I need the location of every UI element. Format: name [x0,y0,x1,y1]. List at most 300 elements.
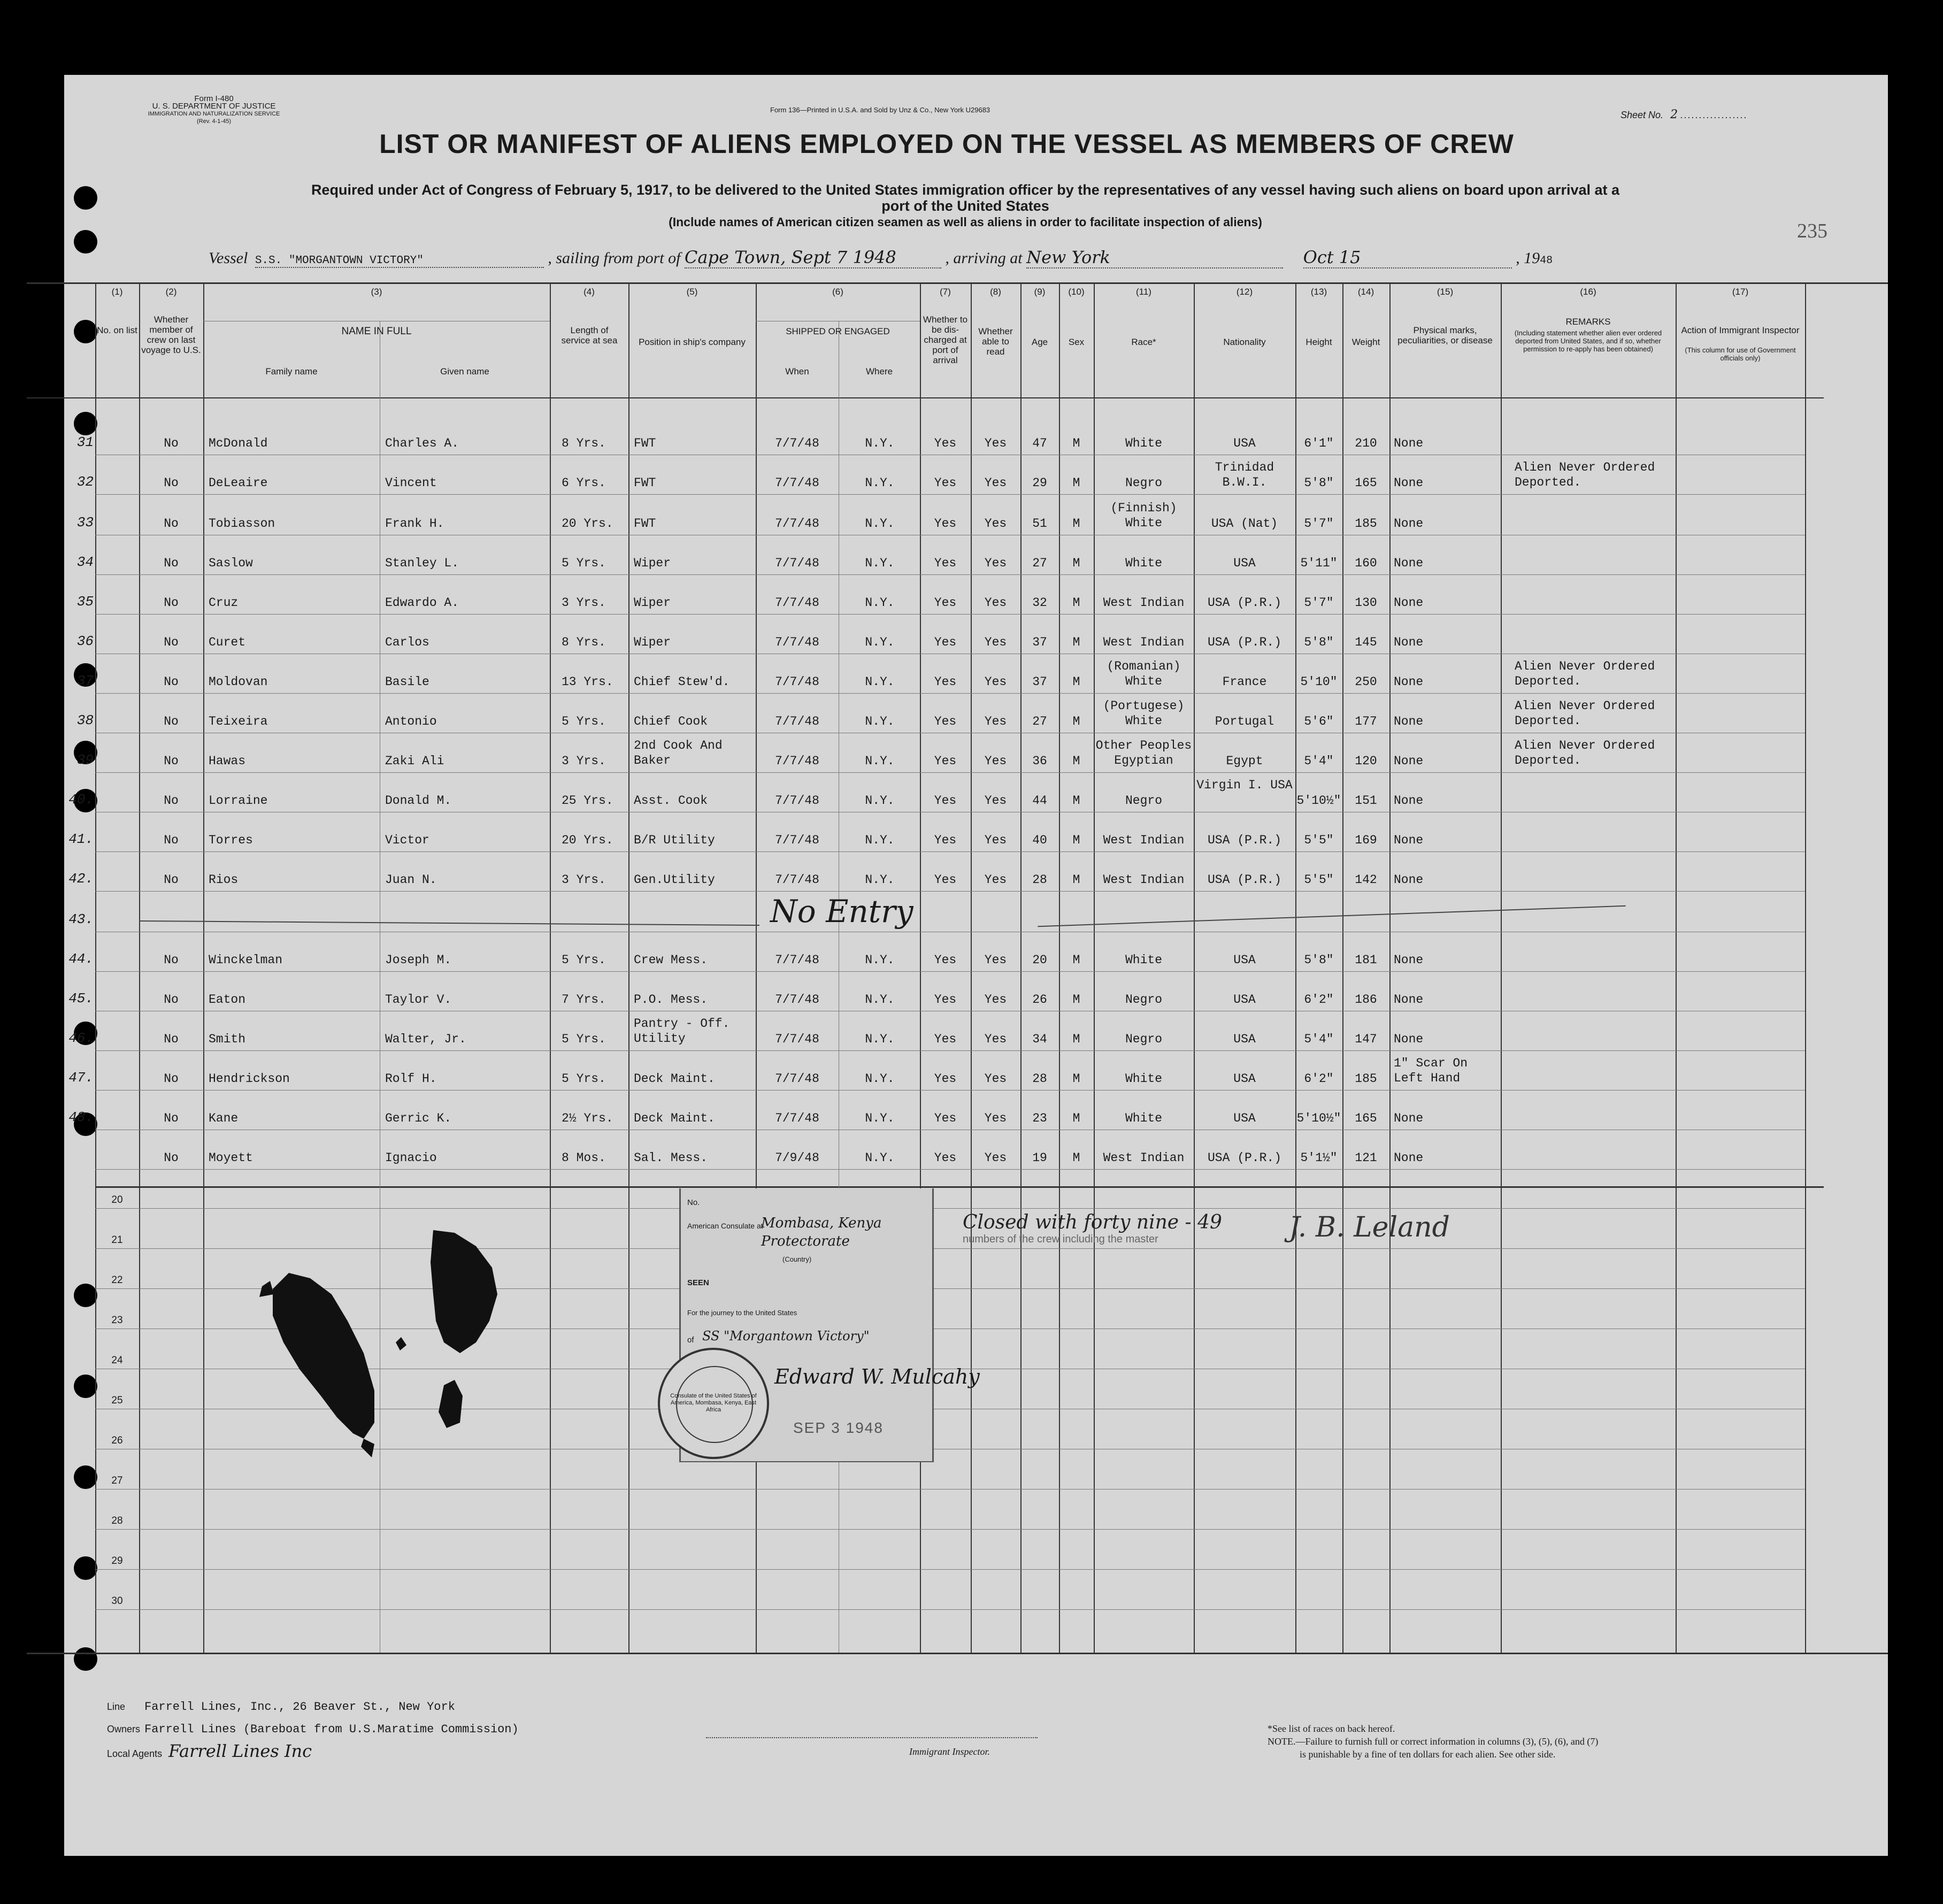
cell-discharge: Yes [934,1111,957,1125]
cell-where: N.Y. [865,1111,895,1125]
cell-given: Edwardo A. [385,596,459,610]
cell-race: Other Peoples Egyptian [1095,739,1192,767]
cell-given: Juan N. [385,873,437,887]
cell-num: 34 [76,554,94,570]
cell-read: Yes [984,556,1007,570]
cell-was: No [164,1072,179,1086]
col-header-where: Where [865,366,893,377]
cell-discharge: Yes [934,794,957,808]
cell-service: 5 Yrs. [562,953,606,967]
consul-signature: Edward W. Mulcahy [774,1365,980,1388]
note-penalty-2: is punishable by a fine of ten dollars for each alien. See other side. [1300,1749,1556,1760]
empty-row-number: 25 [111,1395,123,1406]
cell-given: Basile [385,675,429,689]
cell-marks: None [1394,596,1424,610]
cell-was: No [164,596,179,610]
cell-where: N.Y. [865,596,895,610]
cell-read: Yes [984,517,1007,531]
punch-hole [74,412,97,435]
punch-hole [74,1556,97,1580]
vessel-label: Vessel [209,249,248,267]
cell-was: No [164,1111,179,1125]
cell-height: 5'4" [1304,754,1334,768]
cell-was: No [164,436,179,450]
cell-was: No [164,794,179,808]
cell-num: 36 [76,633,94,649]
cell-where: N.Y. [865,476,895,490]
cell-family: Smith [209,1032,246,1046]
col-num: (2) [165,287,177,297]
cell-discharge: Yes [934,1032,957,1046]
cell-service: 25 Yrs. [562,794,613,808]
cell-read: Yes [984,1151,1007,1165]
col-num: (7) [940,287,951,297]
cell-age: 32 [1032,596,1047,610]
cell-marks: None [1394,517,1424,531]
cell-position: FWT [634,476,656,490]
cell-family: McDonald [209,436,268,450]
cell-sex: M [1072,1072,1080,1086]
cell-marks: None [1394,436,1424,450]
cell-weight: 130 [1355,596,1377,610]
cell-when: 7/7/48 [775,794,819,808]
cell-race: Negro [1125,794,1162,808]
cell-read: Yes [984,754,1007,768]
cell-height: 5'8" [1304,635,1334,649]
cell-given: Ignacio [385,1151,437,1165]
cell-discharge: Yes [934,873,957,887]
col-header-nationality: Nationality [1223,337,1266,347]
cell-nationality: Egypt [1226,754,1263,768]
department: U. S. DEPARTMENT OF JUSTICE [152,102,276,111]
consulate-seal [658,1348,769,1459]
cell-where: N.Y. [865,517,895,531]
table-bottom-rule [27,1653,1888,1654]
cell-marks: None [1394,794,1424,808]
cell-given: Gerric K. [385,1111,452,1125]
cell-age: 19 [1032,1151,1047,1165]
line-value: Farrell Lines, Inc., 26 Beaver St., New York [144,1700,455,1714]
cell-read: Yes [984,873,1007,887]
note-races: *See list of races on back hereof. [1268,1723,1395,1734]
cell-given: Charles A. [385,436,459,450]
cell-discharge: Yes [934,833,957,847]
cell-remarks: Alien Never Ordered Deported. [1515,460,1655,489]
cell-age: 34 [1032,1032,1047,1046]
cell-discharge: Yes [934,715,957,728]
cell-marks: None [1394,993,1424,1007]
col-header-sex: Sex [1068,337,1085,347]
cell-num: 48. [68,1109,94,1125]
cell-given: Zaki Ali [385,754,444,768]
col-header-prev-crew: Whether member of crew on last voyage to U.S. [141,314,201,355]
empty-row-number: 29 [111,1555,123,1567]
cell-age: 37 [1032,675,1047,689]
col-header-height: Height [1305,337,1332,347]
cell-race: Negro [1125,1032,1162,1046]
cell-age: 26 [1032,993,1047,1007]
voyage-line [209,247,1553,268]
cell-service: 2½ Yrs. [562,1111,613,1125]
cell-age: 51 [1032,517,1047,531]
empty-row-number: 23 [111,1315,123,1326]
cell-where: N.Y. [865,436,895,450]
col-num: (17) [1732,287,1749,297]
no-entry-note: No Entry [770,893,913,930]
cell-where: N.Y. [865,675,895,689]
cell-marks: None [1394,1151,1424,1165]
col-header-race: Race* [1131,337,1156,347]
cell-weight: 145 [1355,635,1377,649]
cell-family: Curet [209,635,246,649]
col-header-remarks-note: (Including statement whether alien ever ordered deported from United States, and if so, whether permission to re-apply has been obtained) [1514,329,1662,353]
data-end-rule [96,1186,1824,1188]
cell-height: 6'2" [1304,993,1334,1007]
cell-sex: M [1072,1111,1080,1125]
cell-family: Saslow [209,556,253,570]
col-header-weight: Weight [1351,337,1380,347]
cell-when: 7/7/48 [775,1032,819,1046]
closing-text: Closed with forty nine - 49 [963,1211,1222,1233]
cell-marks: 1" Scar On Left Hand [1394,1056,1468,1085]
col-num: (4) [583,287,595,297]
cell-sex: M [1072,596,1080,610]
cell-service: 7 Yrs. [562,993,606,1007]
cell-given: Antonio [385,715,437,728]
arrival-year: 48 [1540,255,1553,267]
cell-nationality: Portugal [1215,715,1274,728]
cell-sex: M [1072,715,1080,728]
footer-notes [1268,1722,1598,1761]
cell-when: 7/7/48 [775,873,819,887]
cell-sex: M [1072,833,1080,847]
subtitle [139,182,1792,230]
cell-height: 5'8" [1304,476,1334,490]
cell-marks: None [1394,635,1424,649]
cell-marks: None [1394,873,1424,887]
cell-sex: M [1072,556,1080,570]
col-header-given: Given name [440,366,489,377]
cell-sex: M [1072,436,1080,450]
cell-where: N.Y. [865,794,895,808]
row-rule [95,1609,1805,1610]
cell-service: 3 Yrs. [562,873,606,887]
cell-nationality: USA (P.R.) [1207,596,1282,610]
cell-when: 7/7/48 [775,1072,819,1086]
cell-remarks: Alien Never Ordered Deported. [1515,699,1655,728]
cell-given: Walter, Jr. [385,1032,466,1046]
cell-weight: 165 [1355,476,1377,490]
cell-position: Sal. Mess. [634,1151,708,1165]
cell-weight: 160 [1355,556,1377,570]
cell-position: Deck Maint. [634,1072,715,1086]
cell-position: Gen.Utility [634,873,715,887]
col-num: (1) [111,287,123,297]
cell-discharge: Yes [934,1151,957,1165]
cell-num: 35 [76,594,94,610]
footer-block [107,1695,519,1764]
cell-age: 44 [1032,794,1047,808]
cell-when: 7/7/48 [775,556,819,570]
cell-read: Yes [984,1111,1007,1125]
cell-race: West Indian [1103,833,1185,847]
col-header-discharge: Whether to be dis-charged at port of arrival [923,314,968,365]
punch-hole [74,1284,97,1307]
consulate-place: Mombasa, Kenya Protectorate [761,1215,882,1249]
punch-hole [74,1375,97,1398]
cell-read: Yes [984,476,1007,490]
revision: (Rev. 4-1-45) [197,118,231,125]
cell-sex: M [1072,993,1080,1007]
row-rule [95,1569,1805,1570]
cell-read: Yes [984,1032,1007,1046]
cell-sex: M [1072,953,1080,967]
cell-service: 8 Yrs. [562,635,606,649]
closing-subtext: numbers of the crew including the master [963,1233,1158,1245]
cell-age: 27 [1032,556,1047,570]
row-rule [95,772,1805,773]
cell-num: 33 [76,515,94,531]
cell-read: Yes [984,596,1007,610]
form-header-block [128,95,299,125]
col-header-no: No. on list [97,325,137,335]
cell-sex: M [1072,794,1080,808]
cell-weight: 186 [1355,993,1377,1007]
cell-nationality: Trinidad B.W.I. [1215,460,1274,489]
col-num: (12) [1236,287,1253,297]
cell-age: 27 [1032,715,1047,728]
cell-num: 45. [68,991,94,1007]
cell-num: 46. [68,1030,94,1046]
sheet-number: Sheet No. 2 .................. [1621,108,1748,121]
cell-was: No [164,476,179,490]
cell-marks: None [1394,556,1424,570]
cell-marks: None [1394,675,1424,689]
cell-where: N.Y. [865,635,895,649]
cell-weight: 185 [1355,517,1377,531]
consulate-vessel: SS "Morgantown Victory" [702,1329,870,1343]
cell-service: 5 Yrs. [562,1072,606,1086]
cell-marks: None [1394,476,1424,490]
cell-age: 37 [1032,635,1047,649]
cell-where: N.Y. [865,754,895,768]
cell-read: Yes [984,953,1007,967]
cell-race: West Indian [1103,596,1185,610]
col-num: (3) [371,287,382,297]
form-number: Form I-480 [194,94,234,103]
punch-hole [74,186,97,210]
cell-nationality: USA [1233,953,1256,967]
cell-marks: None [1394,833,1424,847]
consulate-label: American Consulate at [687,1222,763,1230]
cell-num: 41. [68,831,94,847]
cell-where: N.Y. [865,953,895,967]
cell-sex: M [1072,1151,1080,1165]
cell-position: Deck Maint. [634,1111,715,1125]
cell-position: Wiper [634,556,671,570]
cell-num: 43. [68,911,94,927]
cell-when: 7/7/48 [775,476,819,490]
cell-marks: None [1394,1032,1424,1046]
cell-where: N.Y. [865,1151,895,1165]
cell-when: 7/7/48 [775,436,819,450]
line-label: Line [107,1701,126,1712]
cell-height: 5'5" [1304,833,1334,847]
cell-when: 7/7/48 [775,675,819,689]
arriving-label: , arriving at [945,249,1023,267]
cell-when: 7/7/48 [775,635,819,649]
country-label: (Country) [782,1255,812,1263]
cell-given: Vincent [385,476,437,490]
cell-position: Asst. Cook [634,794,708,808]
punch-hole [74,320,97,343]
cell-weight: 165 [1355,1111,1377,1125]
cell-service: 5 Yrs. [562,556,606,570]
row-rule [95,574,1805,575]
empty-row-number: 30 [111,1595,123,1607]
cell-service: 5 Yrs. [562,1032,606,1046]
cell-discharge: Yes [934,1072,957,1086]
cell-nationality: Virgin I. USA [1196,778,1293,792]
cell-service: 6 Yrs. [562,476,606,490]
punch-hole [74,1465,97,1489]
cell-weight: 120 [1355,754,1377,768]
cell-was: No [164,833,179,847]
cell-was: No [164,1032,179,1046]
col-num: (8) [990,287,1001,297]
cell-age: 28 [1032,1072,1047,1086]
cell-height: 5'10½" [1296,1111,1341,1125]
cell-discharge: Yes [934,476,957,490]
cell-read: Yes [984,1072,1007,1086]
cell-discharge: Yes [934,675,957,689]
cell-marks: None [1394,953,1424,967]
cell-where: N.Y. [865,833,895,847]
cell-sex: M [1072,635,1080,649]
cell-nationality: USA [1233,993,1256,1007]
cell-was: No [164,993,179,1007]
cell-position: B/R Utility [634,833,715,847]
cell-family: Moyett [209,1151,253,1165]
cell-service: 20 Yrs. [562,517,613,531]
cell-was: No [164,635,179,649]
cell-read: Yes [984,833,1007,847]
cell-nationality: USA (Nat) [1211,517,1278,531]
cell-nationality: USA (P.R.) [1207,833,1282,847]
page-title: LIST OR MANIFEST OF ALIENS EMPLOYED ON THE VESSEL AS MEMBERS OF CREW [379,129,1514,159]
cell-height: 5'8" [1304,953,1334,967]
row-rule [95,851,1805,852]
col-header-position: Position in ship's company [639,337,746,347]
subtitle-line-3: (Include names of American citizen seamen as well as aliens in order to facilitate inspection of aliens) [669,215,1262,229]
cell-nationality: USA (P.R.) [1207,873,1282,887]
cell-num: 39 [76,752,94,768]
arriving-port: New York [1026,247,1283,268]
row-rule [95,1050,1805,1051]
cell-position: Crew Mess. [634,953,708,967]
cell-nationality: USA [1233,1072,1256,1086]
punch-hole [74,1647,97,1671]
col-num: (11) [1136,287,1151,297]
cell-position: FWT [634,436,656,450]
consulate-no-label: No. [687,1198,700,1207]
cell-weight: 142 [1355,873,1377,887]
cell-position: FWT [634,517,656,531]
cell-weight: 121 [1355,1151,1377,1165]
cell-service: 8 Yrs. [562,436,606,450]
printer-line: Form 136—Printed in U.S.A. and Sold by Unz & Co., New York U29683 [770,106,990,114]
cell-sex: M [1072,675,1080,689]
cell-marks: None [1394,754,1424,768]
cell-read: Yes [984,675,1007,689]
empty-row-number: 20 [111,1194,123,1206]
cell-family: Hendrickson [209,1072,290,1086]
cell-age: 36 [1032,754,1047,768]
col-header-remarks: REMARKS [1565,317,1611,327]
row-rule [95,971,1805,972]
agents-value: Farrell Lines Inc [168,1741,312,1761]
seen-label: SEEN [687,1278,709,1287]
cell-position: P.O. Mess. [634,993,708,1007]
sailing-label: , sailing from port of [548,249,681,267]
cell-position: Chief Stew'd. [634,675,730,689]
cell-service: 20 Yrs. [562,833,613,847]
cell-num: 32 [76,474,94,490]
cell-service: 13 Yrs. [562,675,613,689]
empty-row-number: 21 [111,1234,123,1246]
row-rule [95,494,1805,495]
cell-service: 5 Yrs. [562,715,606,728]
cell-height: 5'10½" [1296,794,1341,808]
col-header-marks: Physical marks, peculiarities, or disease [1397,325,1493,346]
cell-weight: 181 [1355,953,1377,967]
cell-num: 31 [76,434,94,450]
cell-nationality: France [1222,675,1267,689]
cell-service: 8 Mos. [562,1151,606,1165]
cell-sex: M [1072,873,1080,887]
cell-when: 7/7/48 [775,754,819,768]
cell-was: No [164,556,179,570]
cell-when: 7/7/48 [775,953,819,967]
cell-when: 7/7/48 [775,715,819,728]
cell-was: No [164,517,179,531]
col-num: (16) [1580,287,1596,297]
closing-statement [963,1211,1222,1246]
cell-num: 38 [76,712,94,728]
col-header-read: Whether able to read [978,326,1013,357]
cell-marks: None [1394,1111,1424,1125]
cell-when: 7/7/48 [775,596,819,610]
cell-num: 44. [68,951,94,967]
cell-nationality: USA [1233,1032,1256,1046]
empty-row-number: 22 [111,1275,123,1286]
cell-family: Kane [209,1111,239,1125]
cell-was: No [164,675,179,689]
cell-family: Rios [209,873,239,887]
empty-row-number: 27 [111,1475,123,1486]
strike-line [139,920,759,926]
cell-nationality: USA [1233,556,1256,570]
cell-age: 29 [1032,476,1047,490]
journey-label: For the journey to the United States [687,1309,797,1317]
cell-family: Cruz [209,596,239,610]
cell-discharge: Yes [934,596,957,610]
sailing-port: Cape Town, Sept 7 1948 [685,247,941,268]
cell-race: Negro [1125,993,1162,1007]
cell-num: 40. [68,792,94,808]
col-header-name: NAME IN FULL [341,326,412,337]
row-rule [95,1529,1805,1530]
